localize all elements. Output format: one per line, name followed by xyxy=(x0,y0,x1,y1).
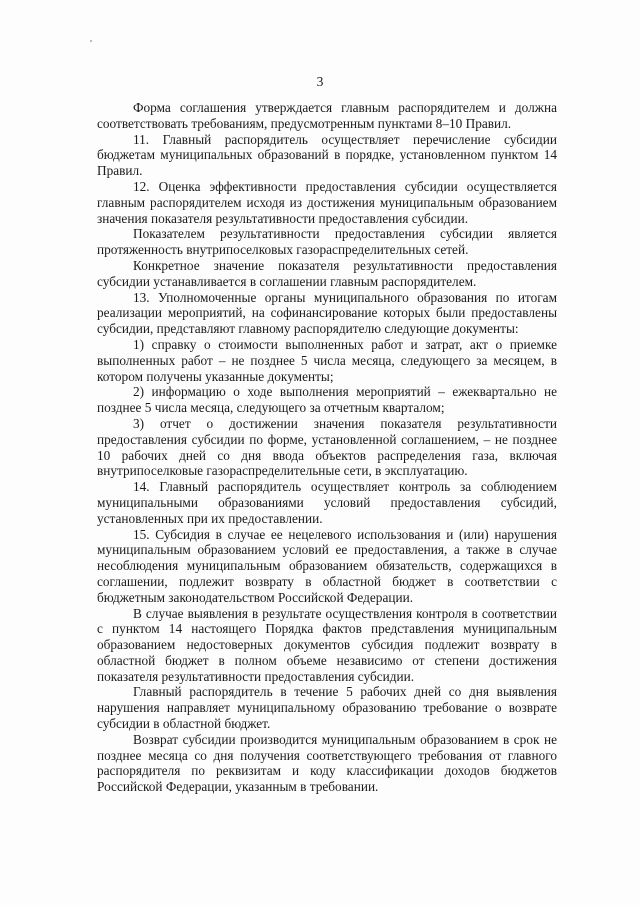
paragraph: В случае выявления в результате осуществления контроля в соответствии с пунктом 14 настоящего Порядка фактов представления муниципальным образованием недостоверных документов субсидия подлежит возврату в областной бюджет в полном объеме независимо от степени достижения показателя результативности предоставления субсидии. xyxy=(97,605,557,684)
list-item: 2) информацию о ходе выполнения мероприятий – ежеквартально не позднее 5 числа месяца, следующего за отчетным кварталом; xyxy=(97,384,557,416)
page-number: 3 xyxy=(316,74,324,89)
paragraph: Показателем результативности предоставления субсидии является протяженность внутрипоселковых газораспределительных сетей. xyxy=(97,226,557,258)
list-item: 3) отчет о достижении значения показателя результативности предоставления субсидии по форме, установленной соглашением, – не позднее 10 рабочих дней со дня ввода объектов распределения газа, включая внутрипоселковые газораспределительные сети, в эксплуатацию. xyxy=(97,415,557,479)
paragraph: Главный распорядитель в течение 5 рабочих дней со дня выявления нарушения направляет муниципальному образованию требование о возврате субсидии в областной бюджет. xyxy=(97,684,557,732)
paragraph: 13. Уполномоченные органы муниципального образования по итогам реализации мероприятий, на софинансирование которых были предоставлены субсидии, представляют главному распорядителю следующие документы: xyxy=(97,289,557,337)
document-body xyxy=(97,100,557,795)
paragraph: Форма соглашения утверждается главным распорядителем и должна соответствовать требованиям, предусмотренным пунктами 8–10 Правил. xyxy=(97,100,557,131)
scan-speck xyxy=(90,40,92,42)
list-item: 1) справку о стоимости выполненных работ и затрат, акт о приемке выполненных работ – не позднее 5 числа месяца, следующего за месяцем, в котором получены указанные документы; xyxy=(97,336,557,384)
paragraph: 12. Оценка эффективности предоставления субсидии осуществляется главным распорядителем исходя из достижения муниципальным образованием значения показателя результативности предоставления субсидии. xyxy=(97,178,557,226)
paragraph: Конкретное значение показателя результативности предоставления субсидии устанавливается в соглашении главным распорядителем. xyxy=(97,257,557,289)
paragraph: 11. Главный распорядитель осуществляет перечисление субсидии бюджетам муниципальных образований в порядке, установленном пунктом 14 Правил. xyxy=(97,131,557,179)
paragraph: Возврат субсидии производится муниципальным образованием в срок не позднее месяца со дня получения соответствующего требования от главного распорядителя по реквизитам и коду классификации доходов бюджетов Российской Федерации, указанным в требовании. xyxy=(97,731,557,795)
paragraph: 15. Субсидия в случае ее нецелевого использования и (или) нарушения муниципальным образованием условий ее предоставления, а также в случае несоблюдения муниципальным образованием обязательств, содержащихся в соглашении, подлежит возврату в областной бюджет в соответствии с бюджетным законодательством Российской Федерации. xyxy=(97,526,557,605)
paragraph: 14. Главный распорядитель осуществляет контроль за соблюдением муниципальными образованиями условий предоставления субсидий, установленных при их предоставлении. xyxy=(97,479,557,526)
